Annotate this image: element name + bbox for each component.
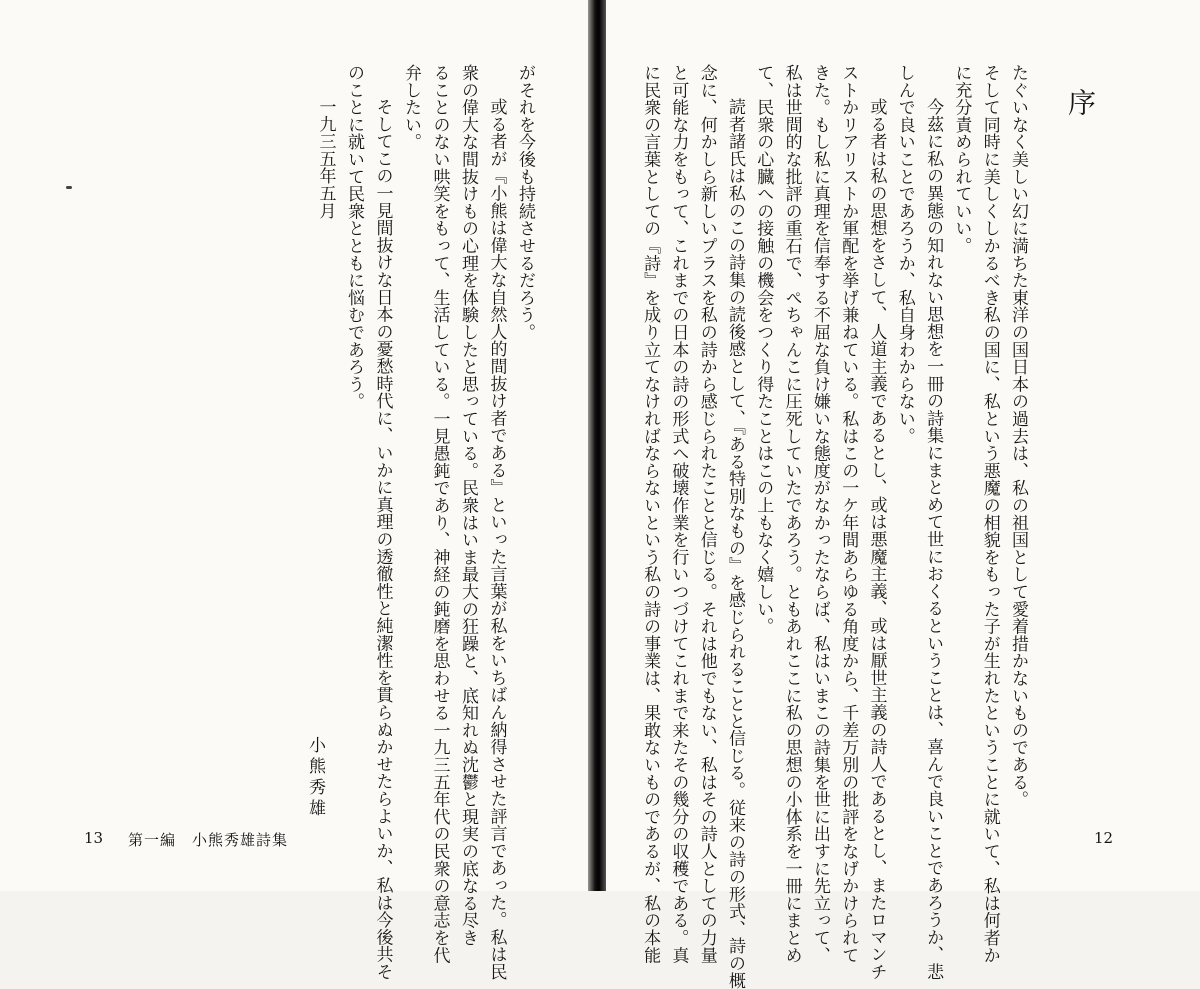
text-line: しんで良いことであろうか、私自身わからない。 [894,64,915,445]
text-line: 念に、何かしら新しいプラスを私の詩から感じられたことと信じる。それは他でもない、私はその詩人としての力量 [696,64,717,964]
text-line: がそれを今後も持続させるだろう。 [515,64,535,341]
left-page-number: 13 [84,829,104,847]
running-title: 第一編 小熊秀雄詩集 [128,831,289,849]
section-title: 序 [1064,88,1097,116]
text-line: 或る者が『小熊は偉大な自然人的間抜け者である』といった言葉が私をいちばん納得させた評言であった。私は民 [486,98,507,981]
paper-speck [66,186,72,189]
text-line: 或る者は私の思想をさして、人道主義であるとし、或は悪魔主義、或は厭世主義の詩人であるとし、またロマンチ [866,98,887,981]
text-line: のことに就いて民衆とともに悩むであろう。 [344,64,364,410]
left-page [0,0,590,981]
text-line: と可能な力をもって、これまでの日本の詩の形式へ破壊作業を行いつづけてこれまで来たその幾分の収穫である。真 [668,64,689,964]
text-line: そしてこの一見間抜けな日本の憂愁時代に、いかに真理の透徹性と純潔性を貫らぬかせたらよいか、私は今後共そ [372,98,393,981]
text-line: ストかリアリストか軍配を挙げ兼ねている。私はこの一ケ年間あらゆる角度から、千差万別の批評をなげかけられて [838,64,859,964]
text-line: 衆の偉大な間抜けもの心理を体験したと思っている。民衆はいま最大の狂躁と、底知れぬ沈鬱と現実の底なる尽き [458,64,478,947]
right-page-number: 12 [1094,829,1114,847]
text-line: そして同時に美しくしかるべき私の国に、私という悪魔の相貌をもった子が生れたということに就いて、私は何者か [979,64,1000,964]
author-signature: 小熊秀雄 [305,736,325,820]
text-line: きた。もし私に真理を信奉する不屈な負け嫌いな態度がなかったならば、私はいまこの詩集を世に出すに先立って、 [809,64,830,964]
text-line: 私は世間的な批評の重石で、ぺちゃんこに圧死していたであろう。ともあれここに私の思想の小体系を一冊にまとめ [781,64,802,964]
text-line: 弁したい。 [401,64,421,151]
book-gutter [588,0,608,891]
text-line: 一九三五年五月 [315,98,336,220]
text-line: に充分責められていい。 [951,64,972,255]
right-page [606,0,1200,989]
text-line: 今茲に私の異態の知れない思想を一冊の詩集にまとめて世におくるということは、喜んで良いことであろうか、悲 [923,98,944,981]
text-line: ることのない哄笑をもって、生活している。一見愚鈍であり、神経の鈍磨を思わせる一九三五年代の民衆の意志を代 [429,64,450,964]
text-line: たぐいなく美しい幻に満ちた東洋の国日本の過去は、私の祖国として愛着措かないものである。 [1008,64,1028,808]
text-line: に民衆の言葉としての『詩』を成り立てなければならないという私の詩の事業は、果敢ないものであるが、私の本能 [640,64,661,964]
text-line: て、民衆の心臓への接触の機会をつくり得たことはこの上もなく嬉しい。 [753,64,774,635]
text-line: 読者諸氏は私のこの詩集の読後感として、『ある特別なもの』を感じられることと信じる。従来の詩の形式、詩の概 [725,98,745,989]
